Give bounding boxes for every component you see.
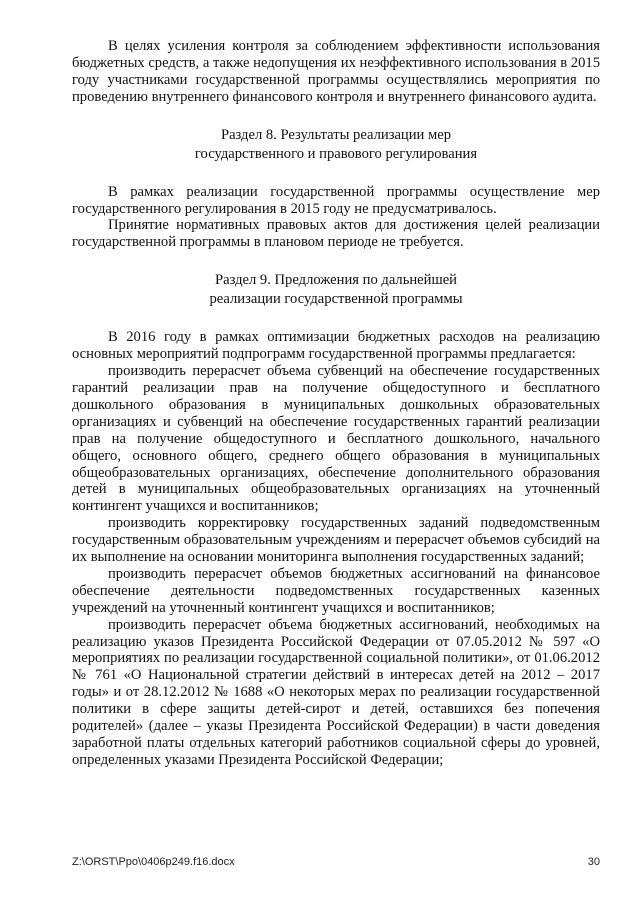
- footer-page-number: 30: [587, 856, 600, 868]
- spacer: [72, 309, 600, 329]
- section-9-heading: [72, 271, 600, 309]
- spacer: [72, 164, 600, 184]
- section-8-paragraph: Принятие нормативных правовых актов для достижения целей реализации государственной программы в плановом периоде не требуется.: [72, 217, 600, 251]
- section-9-paragraph: производить перерасчет объемов бюджетных ассигнований на финансовое обеспечение деятельности подведомственных государственных казенных учреждений на уточненный контингент учащихся и воспитанников;: [72, 565, 600, 616]
- section-9-paragraph: производить перерасчет объема бюджетных ассигнований, необходимых на реализацию указов Президента Российской Федерации от 07.05.2012 № 597 «О мероприятиях по реализации государственной социальной политики», от 01.06.2012 № 761 «О Национальной стратегии действий в интересах детей на 2012 – 2017 годы» и от 28.12.2012 № 1688 «О некоторых мерах по реализации государственной политики в сфере защиты детей-сирот и детей, оставшихся без попечения родителей» (далее – указы Президента Российской Федерации) в части доведения заработной платы отдельных категорий работников социальной сферы до уровней, определенных указами Президента Российской Федерации;: [72, 616, 600, 768]
- section-9-title-line1: Раздел 9. Предложения по дальнейшей: [215, 272, 457, 289]
- section-9-title-line2: реализации государственной программы: [209, 291, 463, 308]
- section-8-paragraph: В рамках реализации государственной программы осуществление мер государственного регулирования в 2015 году не предусматривалось.: [72, 183, 600, 217]
- intro-paragraph: В целях усиления контроля за соблюдением эффективности использования бюджетных средств, а также недопущения их неэффективного использования в 2015 году участниками государственной программы осуществлялись мероприятия по проведению внутреннего финансового контроля и внутреннего финансового аудита.: [72, 38, 600, 105]
- section-8-title-line1: Раздел 8. Результаты реализации мер: [220, 126, 452, 143]
- section-8-title-line2: государственного и правового регулирования: [194, 145, 478, 162]
- section-9-paragraph: В 2016 году в рамках оптимизации бюджетных расходов на реализацию основных мероприятий подпрограмм государственной программы предлагается:: [72, 329, 600, 363]
- spacer: [72, 106, 600, 126]
- document-page: [72, 38, 600, 769]
- spacer: [72, 251, 600, 271]
- section-8-heading: [72, 126, 600, 164]
- section-9-paragraph: производить перерасчет объема субвенций на обеспечение государственных гарантий реализации прав на получение общедоступного и бесплатного дошкольного образования в муниципальных дошкольных образовательных организациях и субвенций на обеспечение государственных гарантий реализации прав на получение общедоступного и бесплатного дошкольного, начального общего, основного общего, среднего общего образования в муниципальных общеобразовательных организациях, обеспечение дополнительного образования детей в муниципальных общеобразовательных организациях на уточненный контингент учащихся и воспитанников;: [72, 363, 600, 515]
- section-9-paragraph: производить корректировку государственных заданий подведомственным государственным образовательным учреждениям и перерасчет объемов субсидий на их выполнение на основании мониторинга выполнения государственных заданий;: [72, 515, 600, 566]
- footer-file-path: Z:\ORST\Ppo\0406p249.f16.docx: [72, 856, 235, 868]
